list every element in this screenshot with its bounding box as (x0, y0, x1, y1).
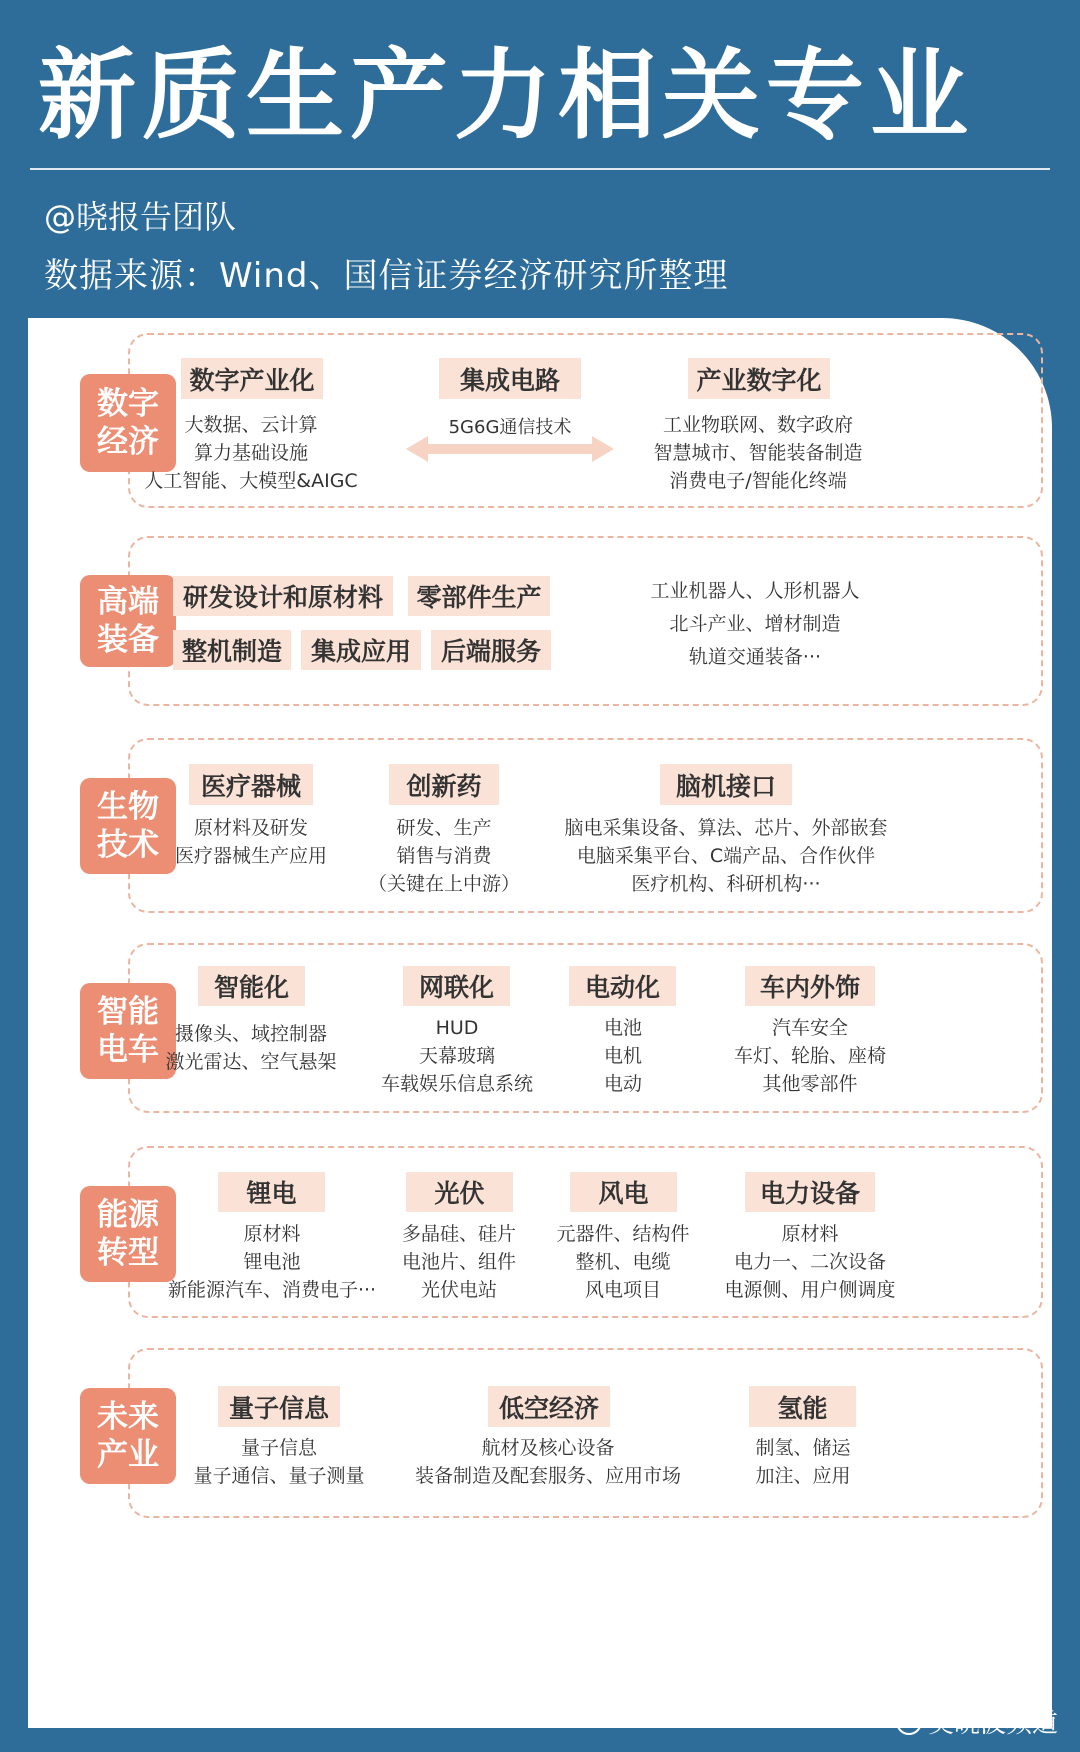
desc-intelligentization: 摄像头、域控制器 激光雷达、空气悬架 (165, 1023, 337, 1073)
category-high-end-equipment: 高端装备 (80, 575, 176, 667)
tag-digital-industrialization: 数字产业化 (181, 358, 323, 399)
tag-power-equipment: 电力设备 (745, 1172, 875, 1212)
category-digital-economy: 数字经济 (80, 374, 176, 472)
tag-photovoltaic: 光伏 (406, 1172, 513, 1212)
watermark-text: 吴晓波频道 (927, 1709, 1058, 1739)
section-future-industries (128, 1348, 1043, 1518)
title-divider (30, 168, 1050, 170)
desc-hydrogen-energy: 制氢、储运 加注、应用 (755, 1437, 851, 1487)
desc-high-end-equipment: 工业机器人、人形机器人 北斗产业、增材制造 轨道交通装备··· (650, 580, 860, 668)
tag-innovative-drugs: 创新药 (389, 764, 499, 805)
desc-quantum-information: 量子信息 量子通信、量子测量 (193, 1437, 365, 1487)
desc-interior-exterior: 汽车安全 车灯、轮胎、座椅 其他零部件 (733, 1017, 887, 1095)
desc-electrification: 电池 电机 电动 (603, 1017, 643, 1095)
tag-component-production: 零部件生产 (408, 576, 550, 616)
desc-photovoltaic: 多晶硅、硅片 电池片、组件 光伏电站 (401, 1223, 517, 1301)
content-card (28, 318, 1052, 1728)
desc-connectivity: HUD 天幕玻璃 车载娱乐信息系统 (380, 1017, 534, 1095)
tag-brain-computer-interface: 脑机接口 (660, 764, 792, 805)
author-label: @晓报告团队 (44, 198, 237, 236)
desc-brain-computer-interface: 脑电采集设备、算法、芯片、外部嵌套 电脑采集平台、C端产品、合作伙伴 医疗机构、科研机构··· (564, 817, 888, 895)
tag-medical-devices: 医疗器械 (189, 764, 313, 805)
tag-low-altitude-economy: 低空经济 (488, 1386, 610, 1427)
tag-complete-machine: 整机制造 (173, 630, 291, 670)
desc-power-equipment: 原材料 电力一、二次设备 电源侧、用户侧调度 (724, 1223, 896, 1301)
desc-lithium-battery: 原材料 锂电池 新能源汽车、消费电子··· (167, 1223, 377, 1301)
tag-lithium-battery: 锂电 (218, 1172, 325, 1212)
category-biotech: 生物技术 (80, 778, 176, 874)
arrow-label-5g6g: 5G6G通信技术 (448, 417, 572, 438)
tag-wind-power: 风电 (570, 1172, 677, 1212)
tag-intelligentization: 智能化 (198, 966, 305, 1006)
tag-connectivity: 网联化 (403, 966, 510, 1006)
double-arrow-icon (406, 434, 614, 464)
desc-digital-industrialization: 大数据、云计算 算力基础设施 人工智能、大模型&AIGC (144, 414, 358, 492)
tag-industrial-digitization: 产业数字化 (688, 358, 830, 399)
tag-backend-service: 后端服务 (431, 630, 551, 670)
tag-interior-exterior: 车内外饰 (745, 966, 875, 1006)
tag-integrated-circuit: 集成电路 (439, 358, 581, 399)
page-title: 新质生产力相关专业 (38, 39, 975, 153)
desc-innovative-drugs: 研发、生产 销售与消费 （关键在上中游） (367, 817, 521, 895)
desc-wind-power: 元器件、结构件 整机、电缆 风电项目 (556, 1223, 690, 1301)
watermark-logo-icon (896, 1709, 922, 1735)
section-high-end-equipment (128, 536, 1043, 706)
tag-rd-design-materials: 研发设计和原材料 (173, 576, 393, 616)
tag-integrated-application: 集成应用 (301, 630, 421, 670)
tag-quantum-information: 量子信息 (218, 1386, 340, 1427)
category-smart-ev: 智能电车 (80, 983, 176, 1079)
tag-hydrogen-energy: 氢能 (749, 1386, 856, 1427)
category-energy-transition: 能源转型 (80, 1186, 176, 1282)
category-future-industries: 未来产业 (80, 1388, 176, 1484)
tag-electrification: 电动化 (569, 966, 676, 1006)
desc-low-altitude-economy: 航材及核心设备 装备制造及配套服务、应用市场 (414, 1437, 682, 1487)
desc-medical-devices: 原材料及研发 医疗器械生产应用 (174, 817, 328, 867)
watermark (896, 1703, 1058, 1740)
source-label: 数据来源：Wind、国信证券经济研究所整理 (44, 256, 729, 296)
desc-industrial-digitization: 工业物联网、数字政府 智慧城市、智能装备制造 消费电子/智能化终端 (653, 414, 863, 492)
